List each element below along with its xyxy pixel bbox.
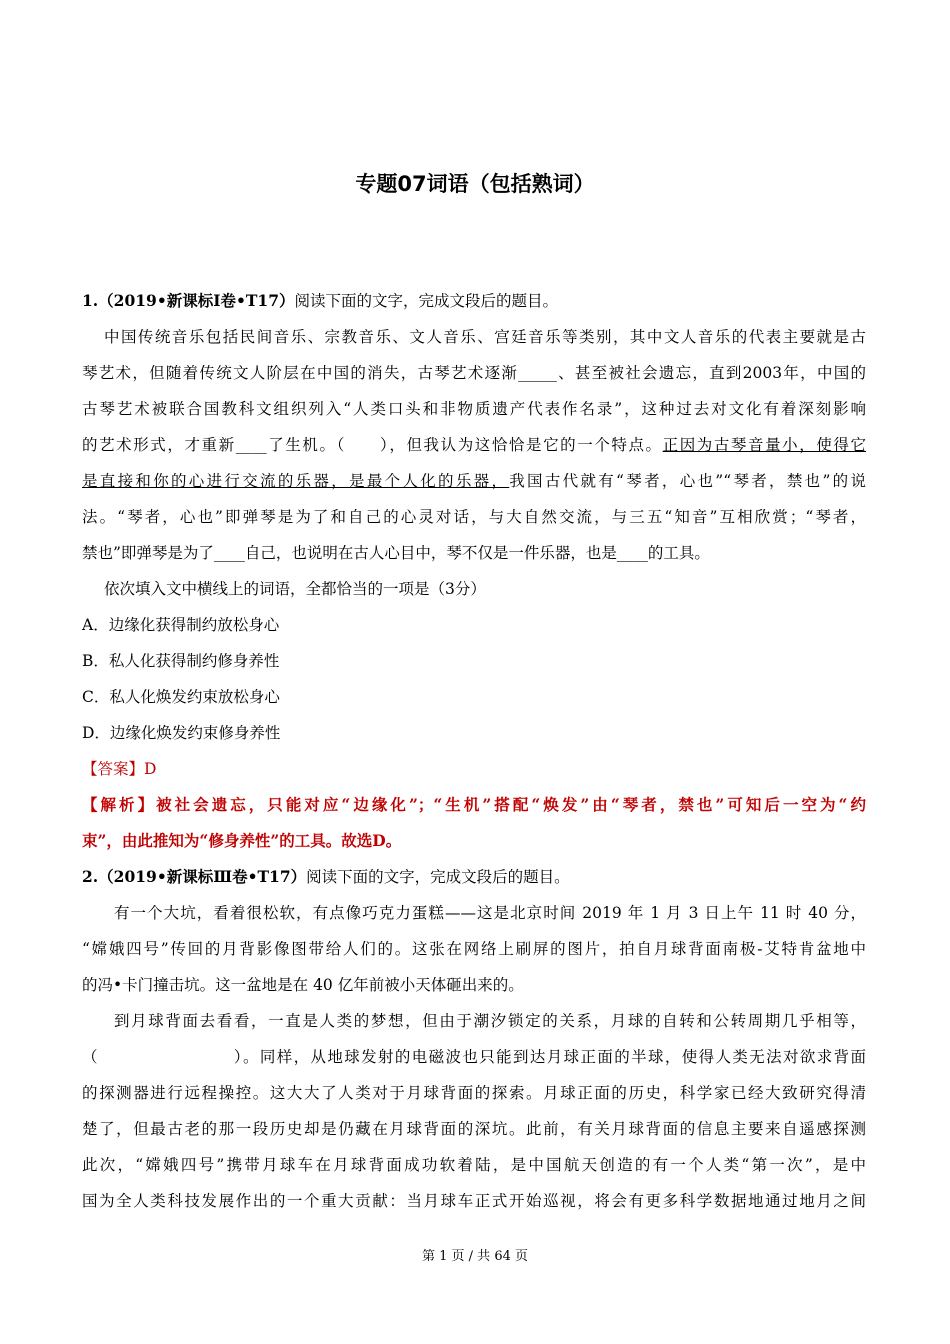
answer-label: 【答案】 <box>82 760 145 778</box>
analysis-line <box>82 787 866 823</box>
underlined-sentence: 正因为古琴音量小，使得它 <box>662 436 866 454</box>
passage-line <box>82 427 866 463</box>
document-body <box>82 283 866 1219</box>
analysis-label: 【解析】 <box>82 795 157 814</box>
question-2-instruction: 阅读下面的文字，完成文段后的题目。 <box>306 868 570 886</box>
passage-line: （ ）。同样，从地球发射的电磁波也只能到达月球正面的半球，使得人类无法对欲求背面 <box>82 1048 866 1066</box>
analysis-text: 被社会遗忘，只能对应“边缘化”；“生机”搭配“焕发”由“琴者，禁也”可知后一空为“约 <box>156 795 866 814</box>
passage-line: “嫦娥四号”传回的月背影像图带给人们的。这张在网络上刷屏的图片，拍自月球背面南极-艾特肯盆地中 <box>82 940 866 958</box>
question-1-instruction: 阅读下面的文字，完成文段后的题目。 <box>294 292 559 310</box>
passage-line: 的探测器进行远程操控。这大大了人类对于月球背面的探索。月球正面的历史，科学家已经大致研究得清 <box>82 1084 866 1102</box>
question-1-source: 1.（2019•新课标Ⅰ卷•T17） <box>82 291 295 310</box>
passage-line: 到月球背面去看看，一直是人类的梦想，但由于潮汐锁定的关系，月球的自转和公转周期几乎相等， <box>114 1012 866 1030</box>
question-2-heading <box>82 859 866 895</box>
passage-line: 法。“琴者，心也”即弹琴是为了和自己的心灵对话，与大自然交流，与三五“知音”互相欣赏；“琴者， <box>82 508 866 526</box>
underlined-sentence: 是直接和你的心进行交流的乐器，是最个人化的乐器， <box>82 472 510 490</box>
page-title: 专题07词语（包括熟词） <box>355 172 595 196</box>
passage-line: 禁也”即弹琴是为了____自己，也说明在古人心目中，琴不仅是一件乐器，也是____的工具。 <box>82 544 710 562</box>
passage-line: 国为全人类科技发展作出的一个重大贡献：当月球车正式开始巡视，将会有更多科学数据地通过地月之间 <box>82 1192 866 1210</box>
passage-text: 我国古代就有“琴者，心也”“琴者，禁也”的说 <box>509 472 866 490</box>
passage-line: 的冯•卡门撞击坑。这一盆地是在 40 亿年前被小天体砸出来的。 <box>82 976 524 994</box>
passage-line: 古琴艺术被联合国教科文组织列入“人类口头和非物质遗产代表作名录”，这种过去对文化有着深刻影响 <box>82 400 866 418</box>
option-b: B．私人化获得制约修身养性 <box>82 652 280 670</box>
passage-text: 的艺术形式，才重新____了生机。（ ），但我认为这恰恰是它的一个特点。 <box>82 436 663 454</box>
passage-line: 楚了，但最古老的那一段历史却是仍藏在月球背面的深坑。此前，有关月球背面的信息主要来自遥感探测 <box>82 1120 866 1138</box>
option-a: A．边缘化获得制约放松身心 <box>82 616 280 634</box>
passage-line: 有一个大坑，看着很松软，有点像巧克力蛋糕——这是北京时间 2019 年 1 月 3 日上午 11 时 40 分， <box>114 904 866 922</box>
passage-line: 此次，“嫦娥四号”携带月球车在月球背面成功软着陆，是中国航天创造的有一个人类“第一次”，是中 <box>82 1156 866 1174</box>
option-d: D．边缘化焕发约束修身养性 <box>82 724 281 742</box>
question-1-heading <box>82 283 866 319</box>
passage-line: 琴艺术，但随着传统文人阶层在中国的消失，古琴艺术逐渐_____、甚至被社会遗忘，直到2003年，中国的 <box>82 364 866 382</box>
question-prompt: 依次填入文中横线上的词语，全都恰当的一项是（3分） <box>104 580 486 598</box>
answer-line <box>82 751 866 787</box>
option-c: C．私人化焕发约束放松身心 <box>82 688 280 706</box>
passage-line <box>82 463 866 499</box>
analysis-line: 束”，由此推知为“修身养性”的工具。故选D。 <box>82 831 402 850</box>
question-2-source: 2.（2019•新课标Ⅲ卷•T17） <box>82 867 307 886</box>
passage-line: 中国传统音乐包括民间音乐、宗教音乐、文人音乐、宫廷音乐等类别，其中文人音乐的代表主要就是古 <box>104 328 866 346</box>
answer-value: D <box>144 760 157 778</box>
page-number-footer: 第 1 页 / 共 64 页 <box>422 1249 528 1264</box>
